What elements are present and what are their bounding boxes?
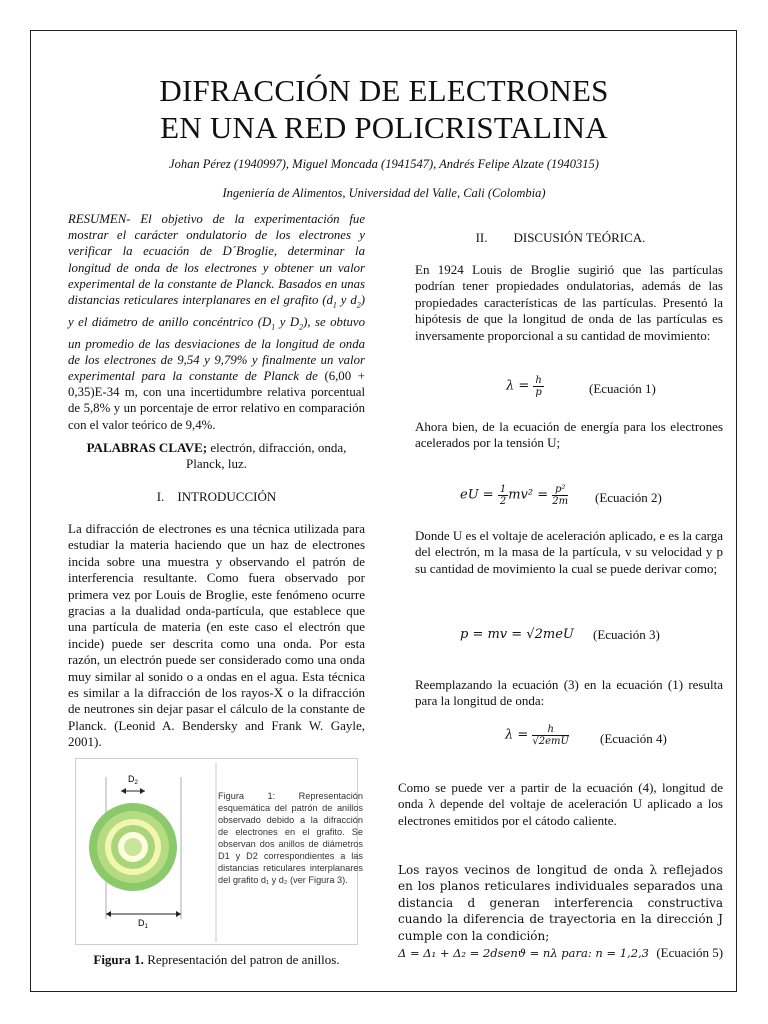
figure-caption-label: Figura 1. bbox=[93, 952, 144, 967]
theory-paragraph-2: Ahora bien, de la ecuación de energía para los electrones acelerados por la tensión U; bbox=[415, 419, 723, 451]
sub-d1: 1 bbox=[332, 300, 337, 310]
theory-paragraph-1: En 1924 Louis de Broglie sugirió que las partículas podrían tener propiedades ondulatorias, además de las propiedades características de las partículas. Presentó la hipótesis de que la longitud de onda de las partículas es inversamente proporcional a su cantidad de movimiento: bbox=[415, 262, 723, 343]
sub-D1: 1 bbox=[271, 322, 276, 332]
eq2-lhs: eU = bbox=[460, 487, 498, 503]
section-heading-theory bbox=[398, 230, 723, 246]
section-number: I. bbox=[156, 489, 165, 504]
section-heading-intro bbox=[68, 489, 365, 505]
arrowhead bbox=[140, 788, 145, 794]
keywords bbox=[68, 440, 365, 473]
authors: Johan Pérez (1940997), Miguel Moncada (1941547), Andrés Felipe Alzate (1940315) bbox=[169, 157, 599, 171]
affiliation: Ingeniería de Alimentos, Universidad del Valle, Cali (Colombia) bbox=[222, 186, 546, 200]
equation-5 bbox=[398, 945, 723, 961]
theory-paragraph-6: Los rayos vecinos de longitud de onda λ reflejados en los planos reticulares individuales separados una distancia d generan interferencia constructiva cuando la diferencia de trayectoria en la dirección J cumple con la condición; bbox=[398, 863, 723, 943]
equation-1 bbox=[506, 375, 544, 398]
arrowhead bbox=[106, 911, 111, 917]
sub-d2: 2 bbox=[356, 300, 361, 310]
theory-paragraph-4: Reemplazando la ecuación (3) en la ecuación (1) resulta para la longitud de onda: bbox=[415, 677, 723, 709]
sub-D2: 2 bbox=[299, 322, 304, 332]
equation-3-label: (Ecuación 3) bbox=[593, 627, 660, 642]
equation-4 bbox=[505, 724, 569, 747]
eq4-fraction: $\frac{h}{\text{√2emU}}$ bbox=[532, 724, 569, 747]
abstract-text-1: RESUMEN- El objetivo de la experimentación fue mostrar el carácter ondulatorio de los electrones y verificar la ecuación de D´Broglie, determinar la longitud de onda de los electrones y obtener un valor experimental de la constante de Planck. Basados en unas distancias reticulares interplanares en el grafito (d bbox=[68, 212, 365, 308]
center-spot bbox=[124, 838, 142, 856]
intro-paragraph: La difracción de electrones es una técnica utilizada para estudiar la materia haciendo que un haz de electrones incida sobre una muestra y observando el patrón de interferencia resultante. Como fuera observado por primera vez por Louis de Broglie, este fenómeno ocurre gracias a la dualidad onda-partícula, que establece que una partícula de materia (en este caso el electrón que incide) puede ser descrita como una onda. Por esta razón, un electrón puede ser considerado como una onda muy similar al sonido o a ondas en el agua. Esta técnica es similar a la difracción de los rayos-X o la difracción de neutrones sin dejar pasar el cálculo de la constante de Planck. (Leonid A. Bendersky and Frank W. Gayle, 2001). bbox=[68, 521, 365, 750]
label-D2: $D_2$ bbox=[128, 774, 138, 786]
section-number: II. bbox=[475, 230, 488, 245]
title-line-2: EN UNA RED POLICRISTALINA bbox=[160, 110, 608, 145]
theory-paragraph-3: Donde U es el voltaje de aceleración aplicado, e es la carga del electrón, m la masa de la partícula, v su velocidad y p su cantidad de movimiento la cual se puede derivar como; bbox=[415, 528, 723, 576]
arrowhead bbox=[121, 788, 126, 794]
figure-caption-text: Representación del patron de anillos. bbox=[143, 952, 340, 967]
abstract bbox=[68, 211, 365, 433]
equation-2-label: (Ecuación 2) bbox=[595, 490, 662, 505]
equation-1-label: (Ecuación 1) bbox=[589, 381, 656, 396]
figure-inner-caption: Figura 1: Representación esquemática del patrón de anillos observado debido a la difracción de electrones en el grafito. Se observan dos anillos de diámetros D1 y D2 correspondientes a las distancias reticulares interplanares del grafito d₁ y d₂ (ver Figura 3). bbox=[218, 791, 363, 885]
abstract-text-3: ) y el diámetro de anillo concéntrico (D bbox=[68, 293, 365, 329]
abstract-text-2: y d bbox=[336, 293, 357, 308]
keywords-label: PALABRAS CLAVE; bbox=[86, 440, 208, 455]
paper-title bbox=[0, 72, 768, 146]
title-line-1: DIFRACCIÓN DE ELECTRONES bbox=[159, 73, 609, 108]
figure-caption bbox=[68, 952, 365, 968]
eq2-fraction-2: $\frac{\text{p²}}{2m}$ bbox=[552, 484, 569, 507]
equation-3: p = mv = √2meU bbox=[460, 627, 574, 642]
theory-paragraph-5: Como se puede ver a partir de la ecuación (4), longitud de onda λ depende del voltaje de aceleración U aplicado a los electrones emitidos por el cátodo caliente. bbox=[398, 780, 723, 828]
equation-4-label: (Ecuación 4) bbox=[600, 731, 667, 746]
eq4-lhs: λ = bbox=[505, 727, 533, 743]
eq2-fraction-1: $\frac{1}{2}$ bbox=[499, 484, 507, 507]
equation-2 bbox=[460, 484, 568, 507]
eq2-mid: mv² = bbox=[508, 487, 553, 503]
abstract-result: (6,00 + 0,35)E-34 m, con una incertidumbre relativa porcentual de 5,8% y un porcentaje de error relativo en comparación con el valor teórico de 9,4%. bbox=[68, 368, 365, 432]
section-title: INTRODUCCIÓN bbox=[177, 489, 277, 504]
eq5-text: Δ = Δ₁ + Δ₂ = 2dsenϑ = nλ para: n = 1,2,3 bbox=[398, 946, 650, 960]
arrowhead bbox=[176, 911, 181, 917]
equation-5-label: (Ecuación 5) bbox=[656, 945, 724, 960]
eq1-lhs: λ = bbox=[506, 378, 534, 394]
eq1-fraction: $\frac{h}{p}$ bbox=[535, 375, 542, 398]
keywords-text: electrón, difracción, onda, Planck, luz. bbox=[185, 440, 347, 472]
abstract-text-5: ), se obtuvo un promedio de las desviaciones de la longitud de onda de los electrones de 9,54 y 9,79% y finalmente un valor experimental para la constante de Planck de bbox=[68, 314, 365, 383]
label-D1: $D_1$ bbox=[138, 918, 148, 930]
section-title: DISCUSIÓN TEÓRICA. bbox=[513, 230, 646, 245]
abstract-text-4: y D bbox=[275, 314, 300, 329]
